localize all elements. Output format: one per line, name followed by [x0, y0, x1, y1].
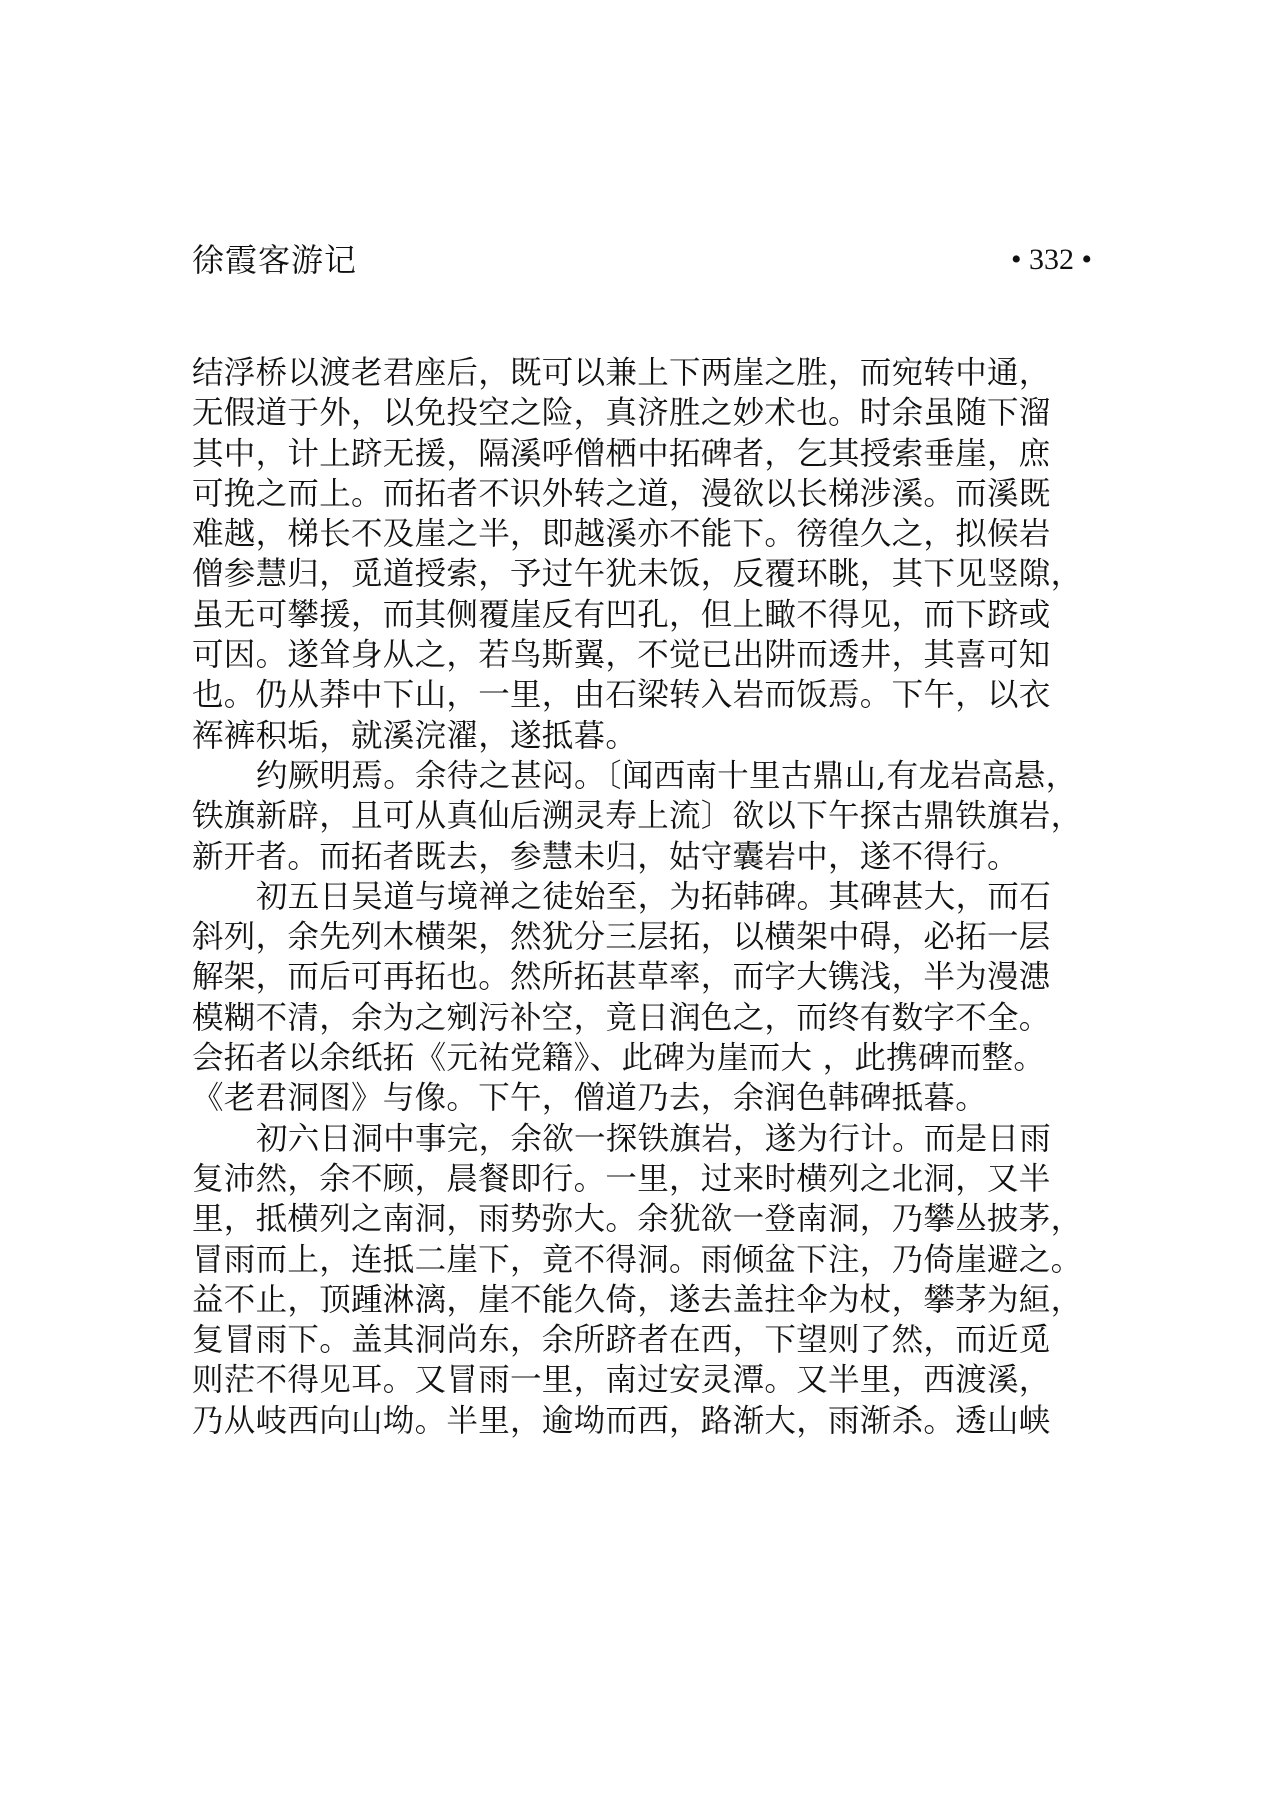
text-line: 僧参慧归，觅道授索，予过午犹未饭，反覆环眺，其下见竖隙， — [192, 556, 1083, 593]
text-line: 可挽之而上。而拓者不识外转之道，漫欲以长梯涉溪。而溪既 — [192, 475, 1051, 512]
text-line: 结浮桥以渡老君座后，既可以兼上下两崖之胜，而宛转中通， — [192, 355, 1051, 391]
text-line: 也。仍从莽中下山，一里，由石梁转入岩而饭焉。下午，以衣 — [192, 677, 1051, 714]
text-line: 复冒雨下。盖其洞尚东，余所跻者在西，下望则了然，而近觅 — [192, 1322, 1051, 1359]
text-line: 约厥明焉。余待之甚闷。〔闻西南十里古鼎山,有龙岩高悬， — [256, 757, 1078, 794]
running-head-book-title: 徐霞客游记 — [192, 241, 358, 279]
text-line: 里，抵横列之南洞，雨势弥大。余犹欲一登南洞，乃攀丛披茅， — [192, 1201, 1083, 1238]
body-text — [192, 353, 1092, 1441]
text-line: 新开者。而拓者既去，参慧未归，姑守囊岩中，遂不得行。 — [192, 838, 1019, 875]
text-line: 乃从岐西向山坳。半里，逾坳而西，路渐大，雨渐杀。透山峡 — [192, 1402, 1051, 1439]
text-line: 冒雨而上，连抵二崖下，竟不得洞。雨倾盆下注，乃倚崖避之。 — [192, 1241, 1083, 1278]
text-line: 模糊不清，余为之剜污补空，竟日润色之，而终有数字不全。 — [192, 999, 1051, 1036]
text-line: 初五日吴道与境禅之徒始至，为拓韩碑。其碑甚大，而石 — [256, 878, 1052, 915]
text-line: 无假道于外，以免投空之险，真济胜之妙术也。时余虽随下溜 — [192, 395, 1051, 432]
text-line: 会拓者以余纸拓《元祐党籍》、此碑为崖而大 ，此携碑而整。 — [192, 1040, 1046, 1077]
text-line: 虽无可攀援，而其侧覆崖反有凹孔，但上瞰不得见，而下跻或 — [192, 596, 1051, 633]
text-line: 裈裤积垢，就溪浣濯，遂抵暮。 — [192, 717, 638, 754]
page-header — [192, 232, 1092, 288]
text-line: 则茫不得见耳。又冒雨一里，南过安灵潭。又半里，西渡溪， — [192, 1362, 1051, 1399]
text-line: 《老君洞图》与像。下午，僧道乃去，余润色韩碑抵暮。 — [192, 1080, 988, 1117]
text-line: 复沛然，余不顾，晨餐即行。一里，过来时横列之北洞，又半 — [192, 1160, 1051, 1197]
text-line: 初六日洞中事完，余欲一探铁旗岩，遂为行计。而是日雨 — [256, 1120, 1052, 1157]
text-line: 铁旗新辟，且可从真仙后溯灵寿上流〕欲以下午探古鼎铁旗岩， — [192, 798, 1083, 835]
text-line: 难越，梯长不及崖之半，即越溪亦不能下。徬徨久之，拟候岩 — [192, 516, 1051, 553]
text-line: 解架，而后可再拓也。然所拓甚草率，而字大镌浅，半为漫漶 — [192, 959, 1051, 996]
page-number: • 332 • — [1010, 243, 1092, 276]
text-line: 斜列，余先列木横架，然犹分三层拓，以横架中碍，必拓一层 — [192, 919, 1051, 956]
text-line: 其中，计上跻无援，隔溪呼僧栖中拓碑者，乞其授索垂崖，庶 — [192, 435, 1051, 472]
text-line: 益不止，顶踵淋漓，崖不能久倚，遂去盖拄伞为杖，攀茅为絙， — [192, 1281, 1083, 1318]
text-line: 可因。遂耸身从之，若鸟斯翼，不觉已出阱而透井，其喜可知 — [192, 637, 1051, 674]
